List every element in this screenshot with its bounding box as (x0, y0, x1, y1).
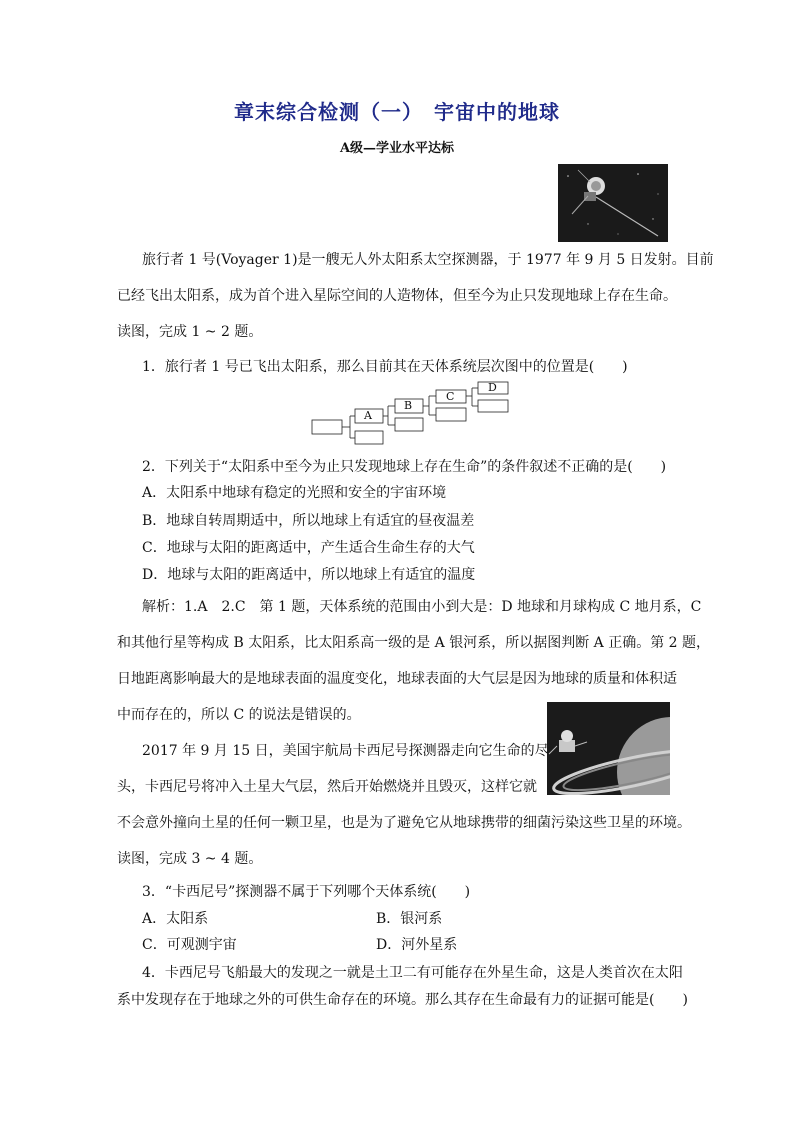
analysis-line: 解析：1.A 2.C 第 1 题，天体系统的范围由小到大是：D 地球和月球构成 C 地月系，C (142, 599, 702, 615)
analysis-line: 和其他行星等构成 B 太阳系，比太阳系高一级的是 A 银河系，所以据图判断 A 正确。第 2 题， (117, 635, 711, 651)
option: D．地球与太阳的距离适中，所以地球上有适宜的温度 (142, 567, 476, 583)
passage1-line: 已经飞出太阳系，成为首个进入星际空间的人造物体，但至今为止只发现地球上存在生命。 (117, 288, 677, 304)
option: C．可观测宇宙 (142, 937, 237, 953)
cassini-saturn-image (547, 702, 670, 795)
diagram-label-d: D (488, 381, 497, 394)
passage1-line: 旅行者 1 号(Voyager 1)是一艘无人外太阳系太空探测器，于 1977 年 9 月 5 日发射。目前 (142, 252, 714, 268)
question-2: 2．下列关于“太阳系中至今为止只发现地球上存在生命”的条件叙述不正确的是( ) (142, 459, 667, 475)
page-title: 章末综合检测（一） 宇宙中的地球 (234, 100, 560, 124)
passage1-line: 读图，完成 1 ~ 2 题。 (117, 324, 263, 340)
option: A．太阳系 (142, 911, 209, 927)
option: B．地球自转周期适中，所以地球上有适宜的昼夜温差 (142, 513, 475, 529)
voyager-image (558, 164, 668, 242)
option: B．银河系 (376, 911, 443, 927)
question-4-line: 系中发现存在于地球之外的可供生命存在的环境。那么其存在生命最有力的证据可能是( ) (117, 992, 688, 1008)
page-subtitle: A级—学业水平达标 (339, 141, 455, 156)
option: C．地球与太阳的距离适中，产生适合生命生存的大气 (142, 540, 475, 556)
analysis-line: 中而存在的，所以 C 的说法是错误的。 (117, 707, 361, 723)
passage2-line: 头，卡西尼号将冲入土星大气层，然后开始燃烧并且毁灭，这样它就 (117, 779, 537, 795)
diagram-label-c: C (446, 390, 455, 403)
diagram-label-b: B (404, 399, 413, 412)
hierarchy-diagram (310, 380, 515, 450)
passage2-line: 2017 年 9 月 15 日，美国宇航局卡西尼号探测器走向它生命的尽 (142, 743, 549, 759)
passage2-line: 读图，完成 3 ~ 4 题。 (117, 851, 263, 867)
passage2-line: 不会意外撞向土星的任何一颗卫星，也是为了避免它从地球携带的细菌污染这些卫星的环境。 (117, 815, 691, 831)
question-4-line: 4．卡西尼号飞船最大的发现之一就是土卫二有可能存在外星生命，这是人类首次在太阳 (142, 965, 683, 981)
option: A．太阳系中地球有稳定的光照和安全的宇宙环境 (142, 485, 447, 501)
question-3: 3．“卡西尼号”探测器不属于下列哪个天体系统( ) (142, 884, 471, 900)
analysis-line: 日地距离影响最大的是地球表面的温度变化，地球表面的大气层是因为地球的质量和体积适 (117, 671, 677, 687)
option: D．河外星系 (376, 937, 458, 953)
question-1: 1．旅行者 1 号已飞出太阳系，那么目前其在天体系统层次图中的位置是( ) (142, 359, 628, 375)
diagram-label-a: A (364, 409, 372, 422)
